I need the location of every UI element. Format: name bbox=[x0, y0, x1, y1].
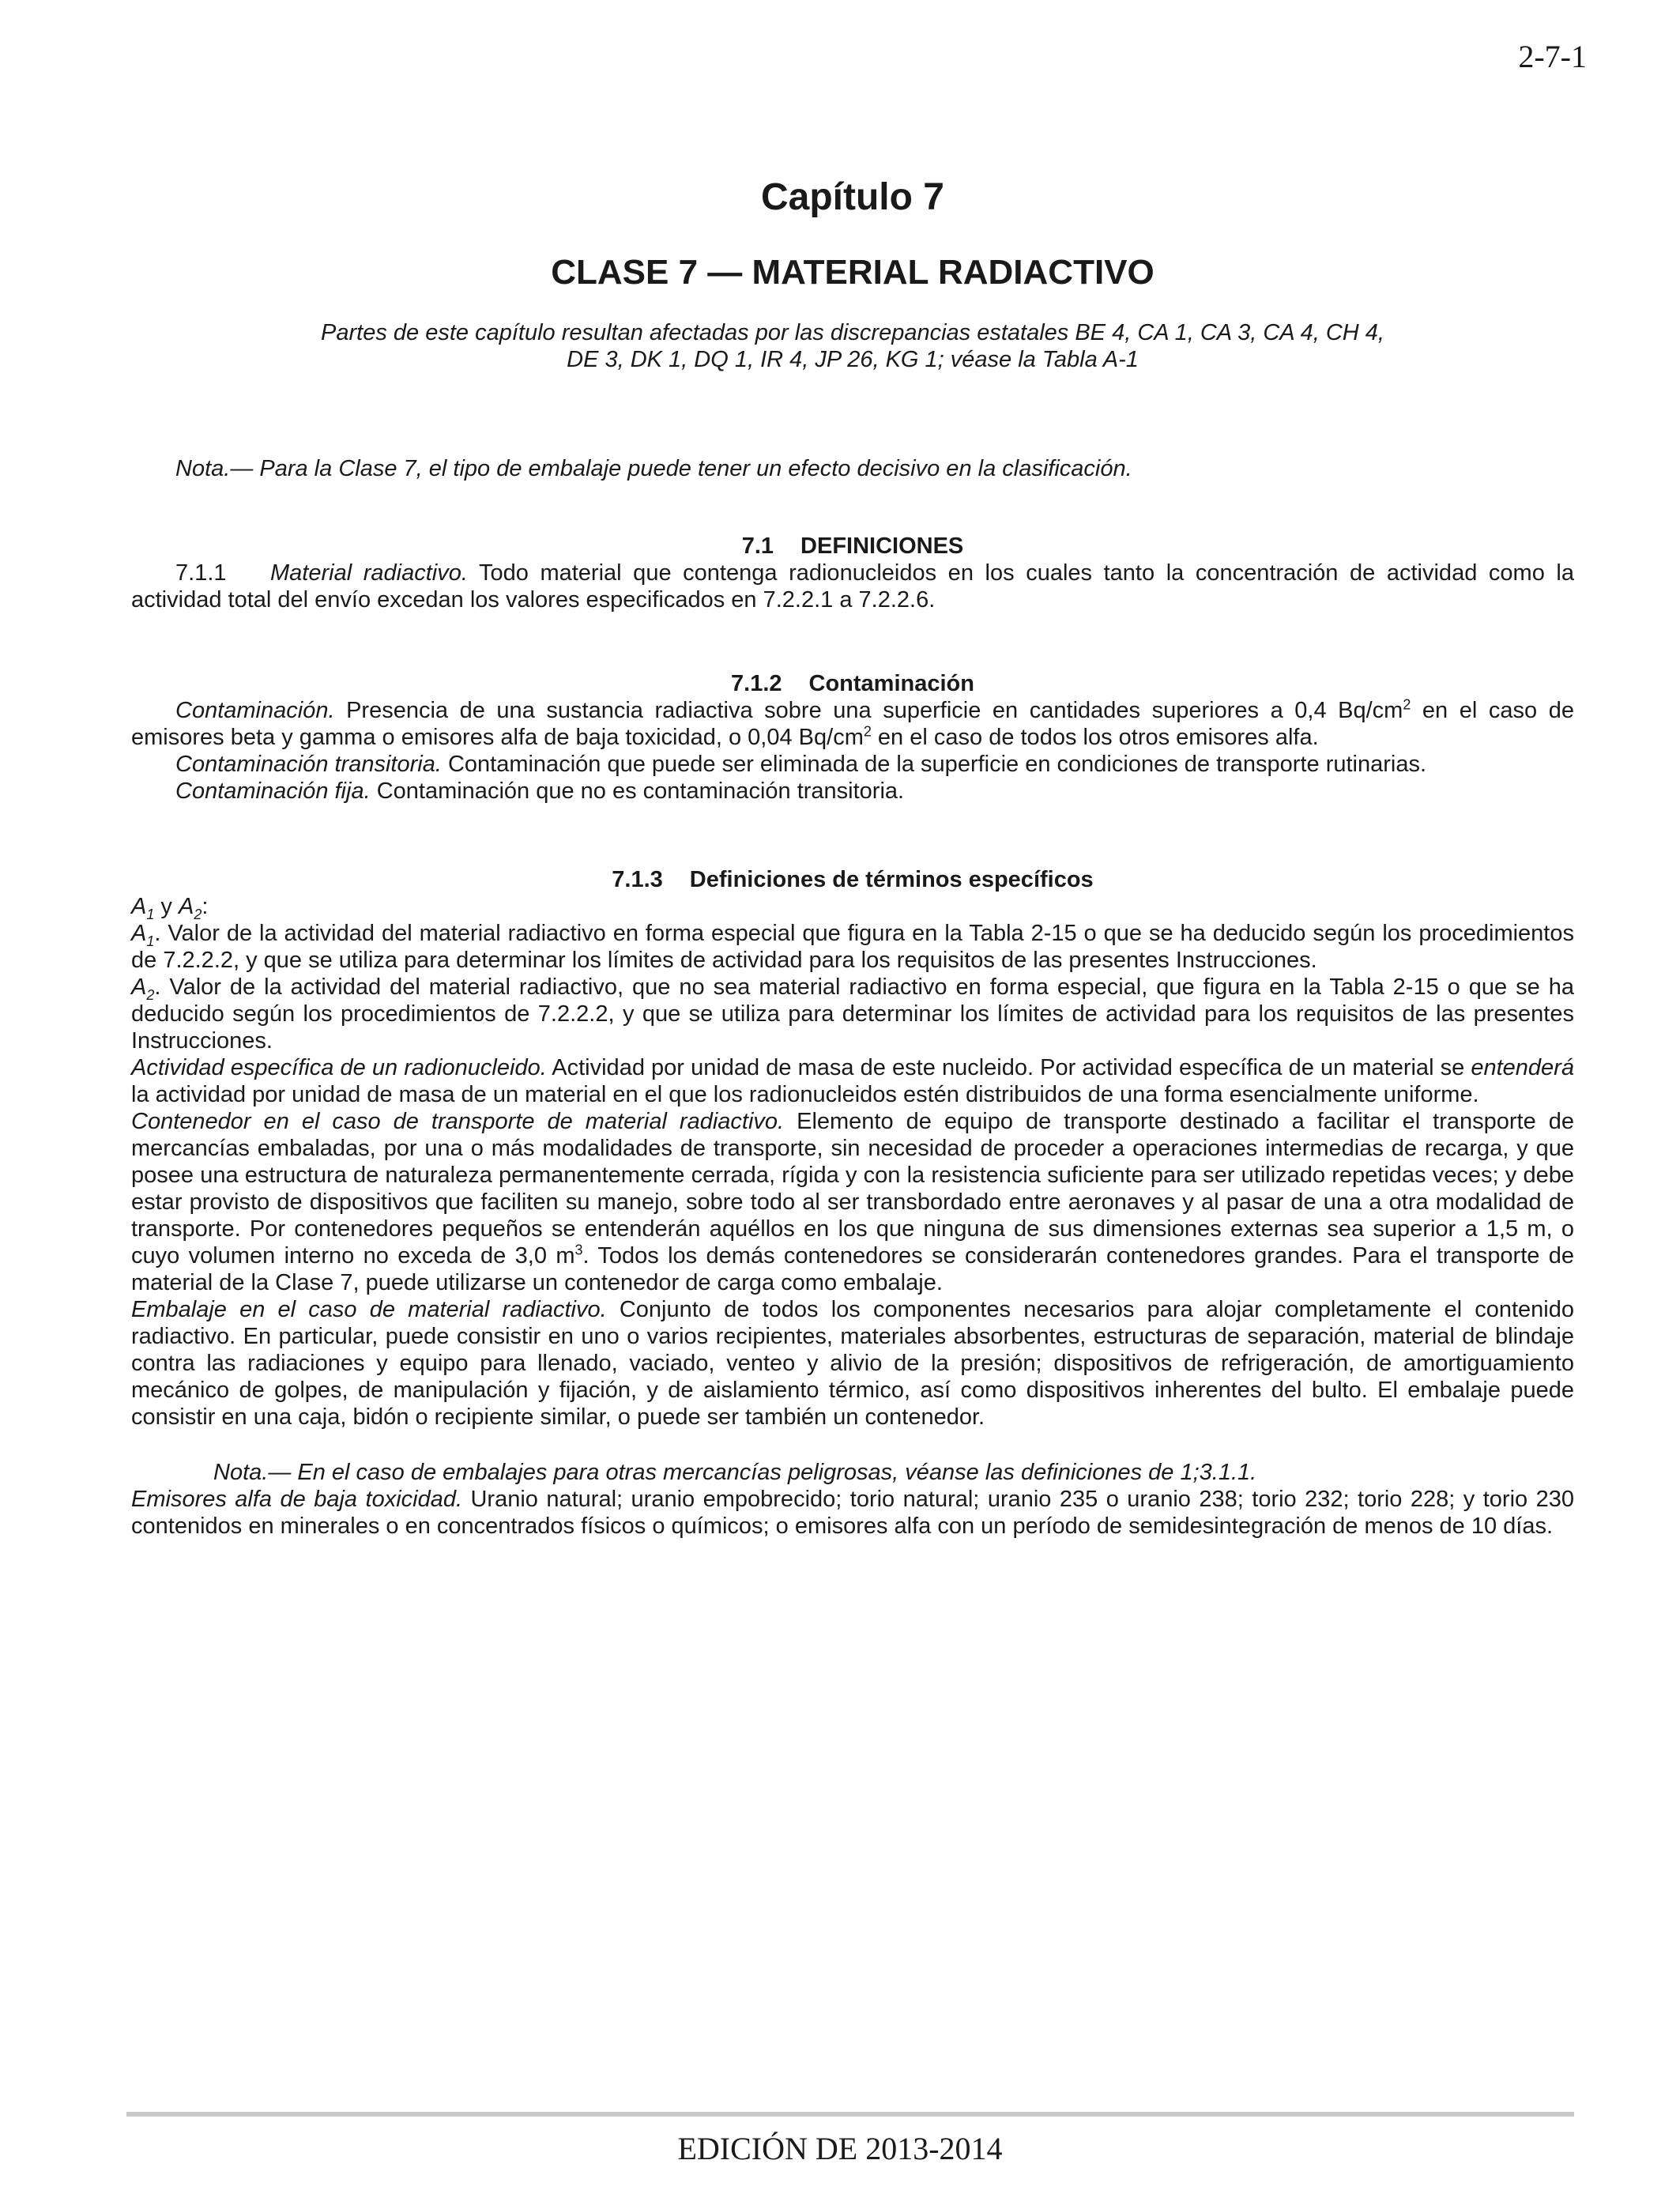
definition-contenedor bbox=[131, 1108, 1574, 1296]
colon: : bbox=[202, 894, 209, 919]
subscript: 1 bbox=[146, 933, 155, 949]
embalaje-note: Nota.— En el caso de embalajes para otras mercancías peligrosas, véanse las definiciones de 1;3.1.1. bbox=[213, 1460, 1257, 1485]
edition-footer: EDICIÓN DE 2013-2014 bbox=[677, 2131, 1003, 2166]
section-number: 7.1 bbox=[741, 533, 774, 559]
section-title: Contaminación bbox=[808, 671, 974, 696]
term: Contenedor en el caso de transporte de material radiactivo. bbox=[131, 1109, 785, 1134]
definition-a2 bbox=[131, 974, 1574, 1054]
definition-a1 bbox=[131, 920, 1574, 974]
definition-text: Actividad por unidad de masa de este nucleido. Por actividad específica de un material se bbox=[546, 1055, 1471, 1080]
definition-text: en el caso de todos los otros emisores alfa. bbox=[871, 725, 1319, 750]
term: Emisores alfa de baja toxicidad. bbox=[131, 1487, 463, 1512]
definition-embalaje bbox=[131, 1296, 1574, 1431]
definition-text: Todo material que contenga radionucleidos en los cuales tanto la concentración de actividad como la actividad total del envío excedan los valores especificados en 7.2.2.1 a 7.2.2.6. bbox=[131, 560, 1574, 613]
section-heading-7-1-2 bbox=[131, 670, 1574, 697]
definition-text: Conjunto de todos los componentes necesarios para alojar completamente el contenido radiactivo. En particular, puede consistir en uno o varios recipientes, materiales absorbentes, estructuras de separación, material de blindaje contra las radiaciones y equipo para llenado, vaciado, venteo y alivio de la presión; dispositivos de refrigeración, de amortiguamiento mecánico de golpes, de manipulación y fijación, y de aislamiento térmico, así como dispositivos inherentes del bulto. El embalaje puede consistir en una caja, bidón o recipiente similar, o puede ser también un contenedor. bbox=[131, 1297, 1574, 1430]
section-heading-7-1-3 bbox=[131, 866, 1574, 893]
definition-text: . Valor de la actividad del material radiactivo, que no sea material radiactivo en forma especial, que figura en la Tabla 2-15 o que se ha deducido según los procedimientos de 7.2.2.2, y que se utiliza para determinar los límites de actividad para los requisitos de las presentes Instrucciones. bbox=[131, 974, 1574, 1054]
term: Contaminación transitoria. bbox=[175, 752, 442, 777]
page-content bbox=[131, 166, 1574, 1540]
definition-contaminacion-transitoria bbox=[131, 751, 1574, 778]
definition-text: Contaminación que no es contaminación transitoria. bbox=[370, 778, 905, 804]
section-number: 7.1.3 bbox=[612, 867, 663, 892]
term: A bbox=[131, 974, 147, 1000]
section-heading-7-1 bbox=[131, 533, 1574, 560]
definition-text: . Valor de la actividad del material radiactivo en forma especial que figura en la Tabla 2-15 o que se ha deducido según los procedimientos de 7.2.2.2, y que se utiliza para determinar los límites de actividad para los requisitos de las presentes Instrucciones. bbox=[131, 921, 1574, 973]
section-number: 7.1.2 bbox=[731, 671, 782, 696]
definition-text: Contaminación que puede ser eliminada de la superficie en condiciones de transporte rutinarias. bbox=[441, 752, 1427, 777]
term: Contaminación fija. bbox=[175, 778, 371, 804]
paragraph-number: 7.1.1 bbox=[175, 560, 227, 586]
term: Contaminación. bbox=[175, 698, 335, 723]
term: Material radiactivo. bbox=[270, 560, 468, 586]
footer-rule bbox=[126, 2112, 1574, 2117]
discrepancies-line-1: Partes de este capítulo resultan afectadas por las discrepancias estatales BE 4, CA 1, CA 3, CA 4, CH 4, bbox=[321, 320, 1384, 345]
definition-actividad-especifica bbox=[131, 1054, 1574, 1108]
page-number: 2-7-1 bbox=[1518, 39, 1587, 74]
discrepancies-line-2: DE 3, DK 1, DQ 1, IR 4, JP 26, KG 1; véase la Tabla A-1 bbox=[567, 347, 1139, 372]
definition-text: Elemento de equipo de transporte destinado a facilitar el transporte de mercancías embaladas, por una o más modalidades de transporte, sin necesidad de proceder a operaciones intermedias de recarga, y que posee una estructura de naturaleza permanentemente cerrada, rígida y con la resistencia suficiente para ser utilizado repetidas veces; y debe estar provisto de dispositivos que faciliten su manejo, sobre todo al ser transbordado entre aeronaves y al pasar de una a otra modalidad de transporte. Por contenedores pequeños se entenderán aquéllos en los que ninguna de sus dimensiones externas sea superior a 1,5 m, o cuyo volumen interno no exceda de 3,0 m bbox=[131, 1109, 1574, 1269]
chapter-note: Nota.— Para la Clase 7, el tipo de embalaje puede tener un efecto decisivo en la clasificación. bbox=[175, 456, 1132, 481]
definition-text: en el caso de emisores beta y gamma o emisores alfa de baja toxicidad, o 0,04 Bq/cm bbox=[131, 698, 1574, 750]
superscript: 3 bbox=[574, 1242, 583, 1258]
discrepancies-note bbox=[131, 319, 1574, 373]
term: A bbox=[178, 894, 194, 919]
definition-text: . Todos los demás contenedores se considerarán contenedores grandes. Para el transporte de material de la Clase 7, puede utilizarse un contenedor de carga como embalaje. bbox=[131, 1243, 1574, 1295]
definition-emisores-alfa bbox=[131, 1486, 1574, 1540]
definition-contaminacion-fija bbox=[131, 778, 1574, 805]
section-title: Definiciones de términos específicos bbox=[689, 867, 1094, 892]
class-title: CLASE 7 — MATERIAL RADIACTIVO bbox=[551, 253, 1155, 292]
emphasis: entenderá bbox=[1471, 1055, 1574, 1080]
a1-a2-label bbox=[131, 893, 1574, 920]
subscript: 2 bbox=[194, 906, 202, 922]
superscript: 2 bbox=[863, 723, 872, 740]
chapter-title: Capítulo 7 bbox=[760, 176, 944, 218]
superscript: 2 bbox=[1403, 696, 1411, 713]
definition-text: Uranio natural; uranio empobrecido; torio natural; uranio 235 o uranio 238; torio 232; torio 228; y torio 230 contenidos en minerales o en concentrados físicos o químicos; o emisores alfa con un período de semidesintegración de menos de 10 días. bbox=[131, 1487, 1574, 1539]
section-title: DEFINICIONES bbox=[800, 533, 964, 559]
definition-text: Presencia de una sustancia radiactiva sobre una superficie en cantidades superiores a 0,4 Bq/cm bbox=[334, 698, 1403, 723]
subscript: 2 bbox=[146, 986, 155, 1003]
term: A bbox=[131, 894, 147, 919]
conjunction: y bbox=[154, 894, 179, 919]
term: Actividad específica de un radionucleido. bbox=[131, 1055, 547, 1080]
paragraph-7-1-1 bbox=[131, 560, 1574, 613]
subscript: 1 bbox=[146, 906, 155, 922]
definition-text: la actividad por unidad de masa de un material en el que los radionucleidos estén distribuidos de una forma esencialmente uniforme. bbox=[131, 1082, 1479, 1107]
term: A bbox=[131, 921, 147, 946]
term: Embalaje en el caso de material radiactivo. bbox=[131, 1297, 607, 1322]
definition-contaminacion bbox=[131, 697, 1574, 751]
